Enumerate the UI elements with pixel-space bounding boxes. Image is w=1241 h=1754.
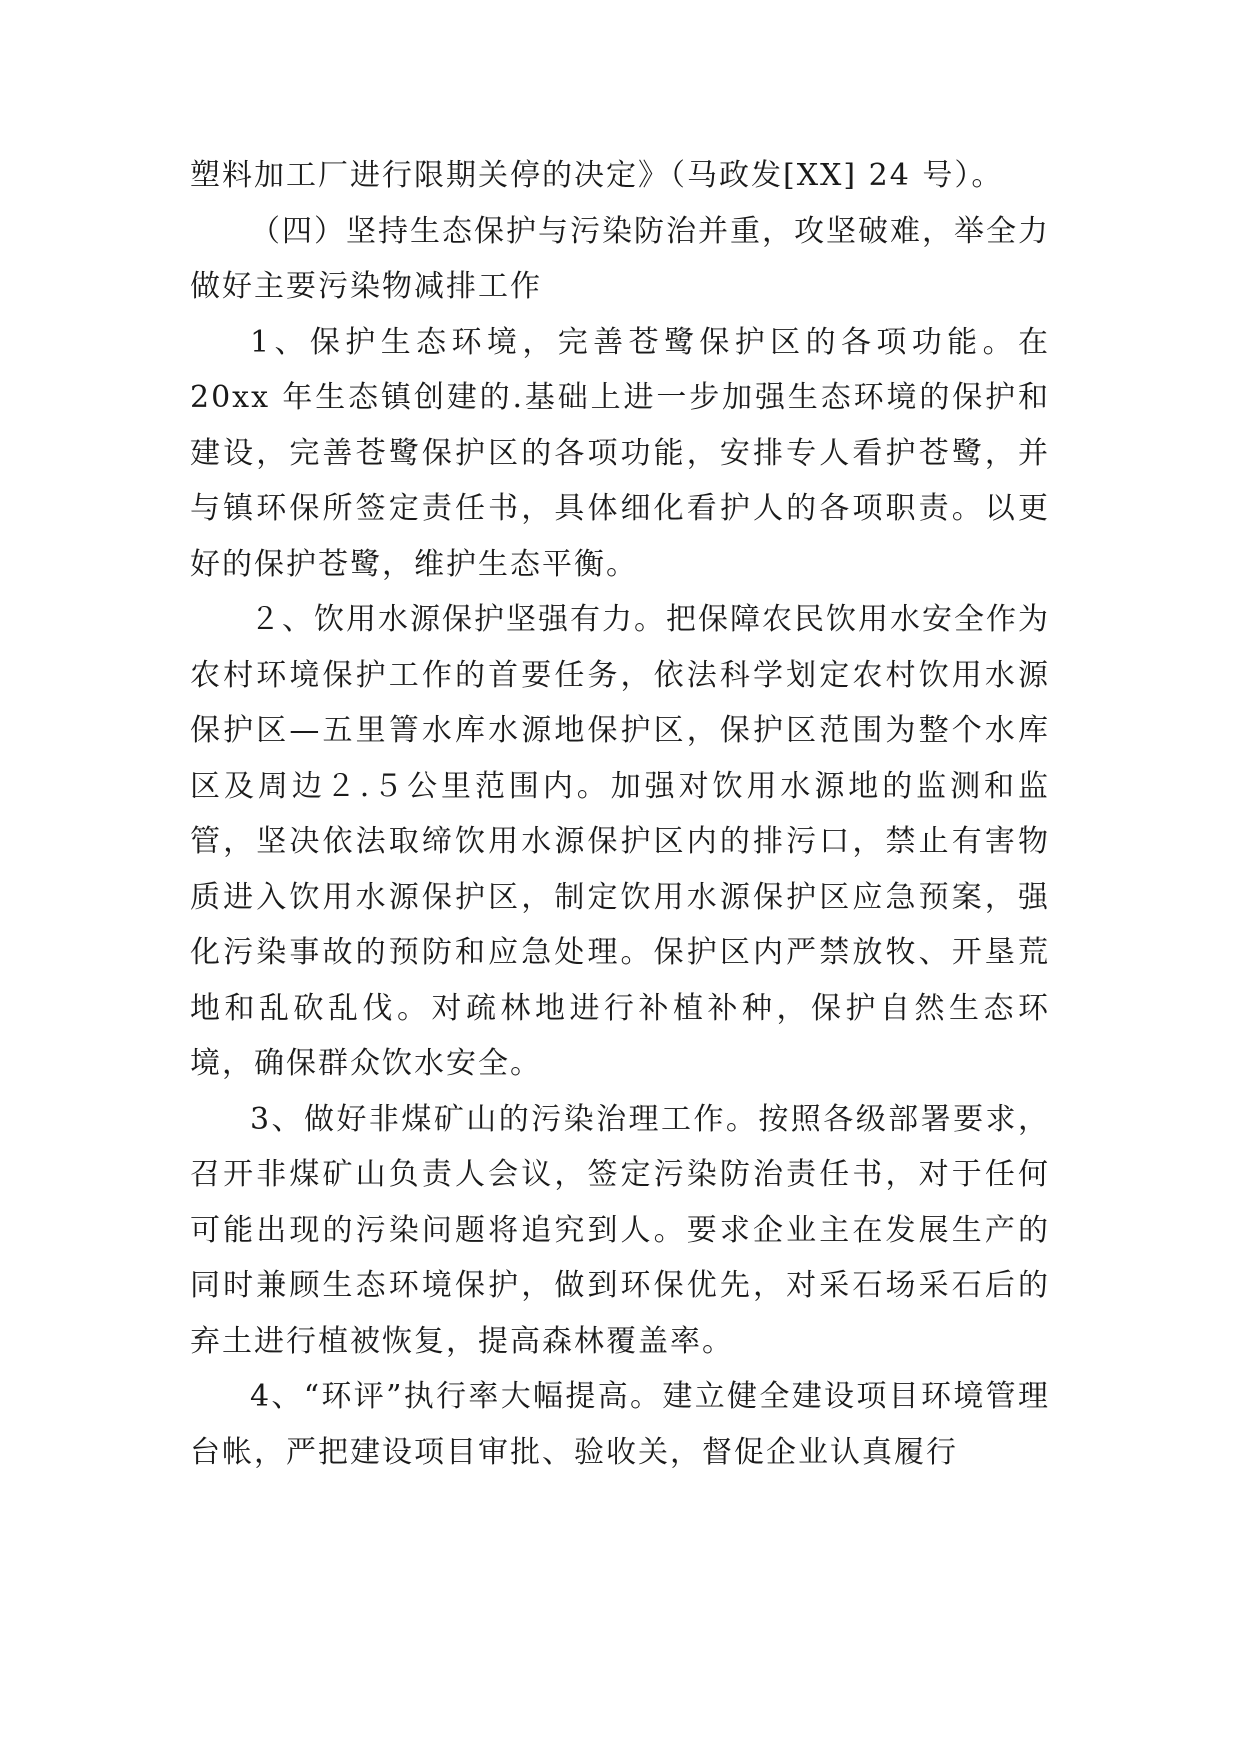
paragraph-continuation: 塑料加工厂进行限期关停的决定》（马政发[XX] 24 号）。 <box>190 158 1004 193</box>
section-heading-4: （四）坚持生态保护与污染防治并重，攻坚破难，举全力做好主要污染物减排工作 <box>190 213 1050 304</box>
paragraph-item-3: 3、做好非煤矿山的污染治理工作。按照各级部署要求，召开非煤矿山负责人会议，签定污染防治责任书，对于任何可能出现的污染问题将追究到人。要求企业主在发展生产的同时兼顾生态环境保护，做到环保优先，对采石场采石后的弃土进行植被恢复，提高森林覆盖率。 <box>190 1101 1050 1359</box>
paragraph-item-2: ２、饮用水源保护坚强有力。把保障农民饮用水安全作为农村环境保护工作的首要任务，依法科学划定农村饮用水源保护区—五里箐水库水源地保护区，保护区范围为整个水库区及周边２.５公里范围内。加强对饮用水源地的监测和监管，坚决依法取缔饮用水源保护区内的排污口，禁止有害物质进入饮用水源保护区，制定饮用水源保护区应急预案，强化污染事故的预防和应急处理。保护区内严禁放牧、开垦荒地和乱砍乱伐。对疏林地进行补植补种，保护自然生态环境，确保群众饮水安全。 <box>190 602 1050 1081</box>
paragraph-item-4: 4、“环评”执行率大幅提高。建立健全建设项目环境管理台帐，严把建设项目审批、验收关，督促企业认真履行 <box>190 1379 1050 1470</box>
document-body <box>190 148 1050 1480</box>
paragraph-item-1: 1、保护生态环境，完善苍鹭保护区的各项功能。在 20xx 年生态镇创建的.基础上进一步加强生态环境的保护和建设，完善苍鹭保护区的各项功能，安排专人看护苍鹭，并与镇环保所签定责任书，具体细化看护人的各项职责。以更好的保护苍鹭，维护生态平衡。 <box>190 324 1050 582</box>
